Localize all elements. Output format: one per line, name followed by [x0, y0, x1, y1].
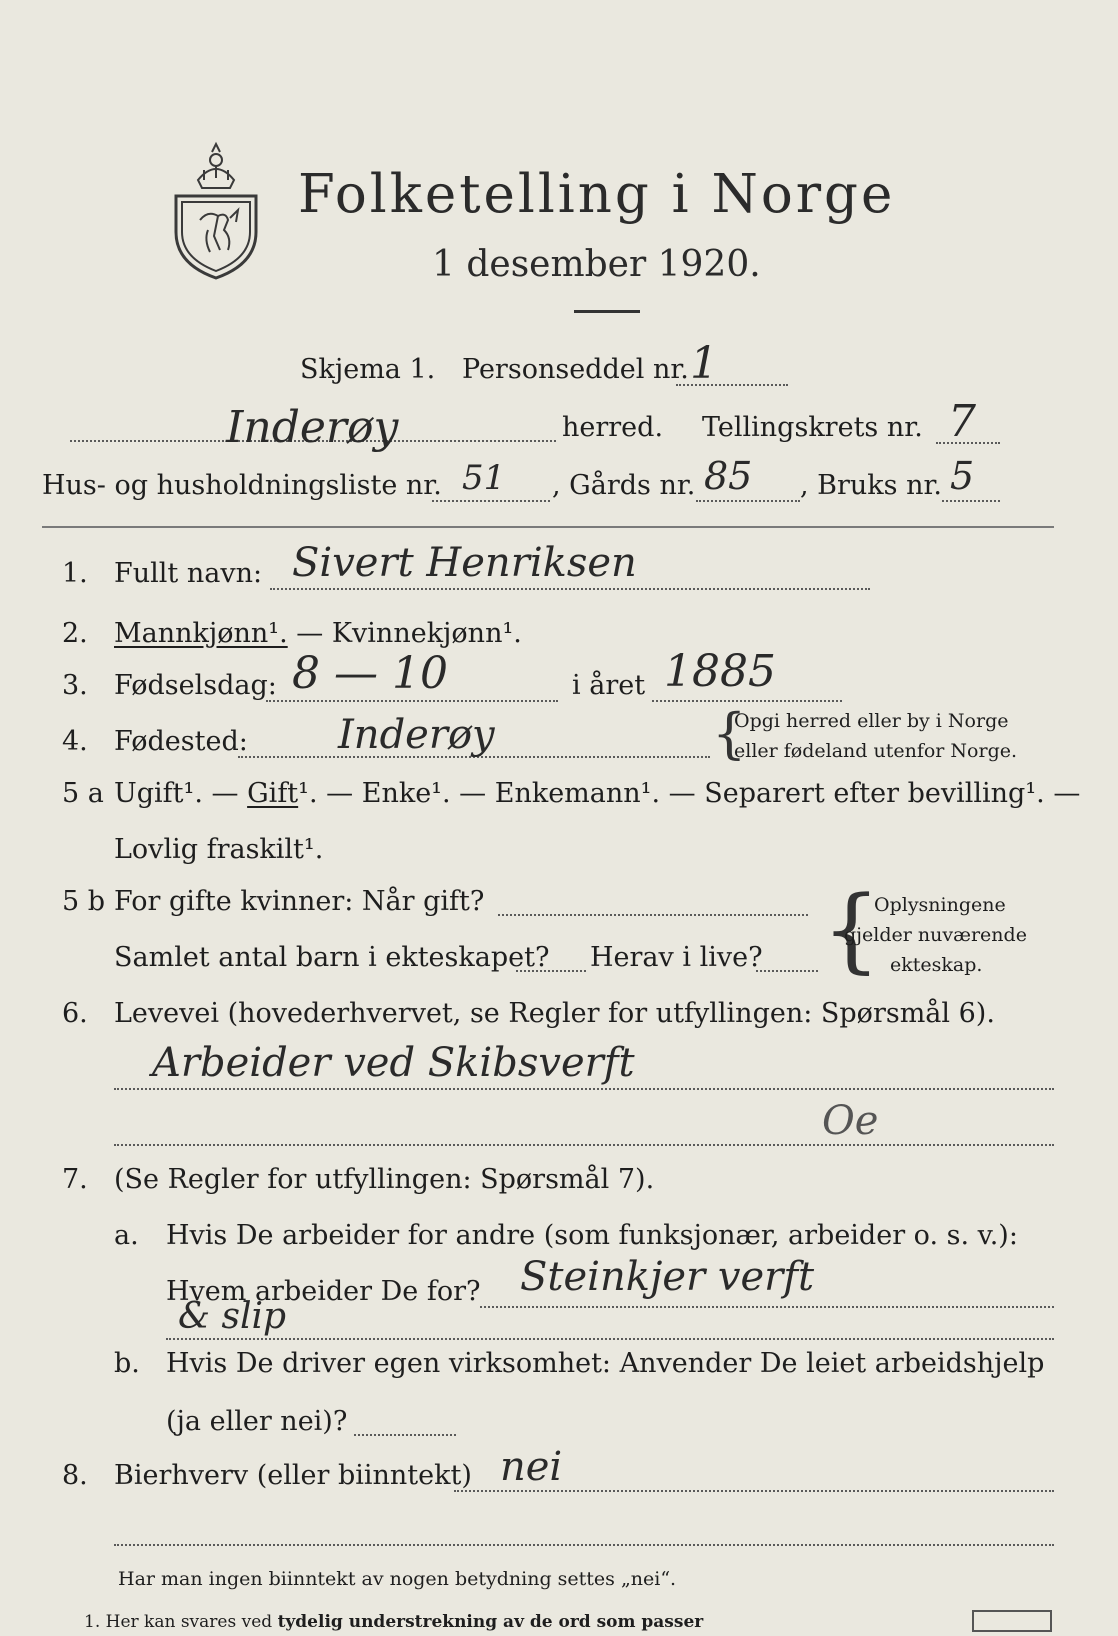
footnote-bold: tydelig understrekning av de ord som passer: [277, 1612, 704, 1632]
alive-line: [756, 970, 818, 972]
bruks-value: 5: [950, 454, 975, 498]
footnote: [84, 1612, 703, 1632]
status-divorced: Lovlig fraskilt¹.: [114, 834, 324, 865]
birthplace-value: Inderøy: [338, 712, 495, 758]
hired-help-line: [354, 1434, 456, 1436]
birth-year-label: i året: [572, 670, 646, 701]
q7a-text: Hvis De arbeider for andre (som funksjonær, arbeider o. s. v.):: [166, 1220, 1018, 1251]
gards-label: , Gårds nr.: [552, 470, 696, 501]
header-divider: [42, 526, 1054, 528]
birthplace-note-1: Opgi herred eller by i Norge: [734, 710, 1009, 732]
q7a-question: Hvem arbeider De for?: [166, 1276, 481, 1307]
q8-number: 8.: [62, 1460, 88, 1491]
personseddel-label: Personseddel nr.: [462, 354, 689, 385]
herred-value: Inderøy: [226, 402, 399, 453]
census-date: 1 desember 1920.: [432, 244, 761, 285]
q7b-letter: b.: [114, 1348, 140, 1379]
q7-number: 7.: [62, 1164, 88, 1195]
gender-separator: —: [287, 618, 332, 649]
form-title: Folketelling i Norge: [298, 164, 896, 225]
q5b-label-married: For gifte kvinner: Når gift?: [114, 886, 485, 917]
gards-value: 85: [704, 454, 753, 498]
occupation-value: Arbeider ved Skibsverft: [152, 1040, 635, 1086]
birthday-line: [266, 700, 558, 702]
q6-number: 6.: [62, 998, 88, 1029]
q5a-number: 5 a: [62, 778, 104, 809]
title-rule: [574, 310, 640, 313]
birth-year-value: 1885: [664, 646, 776, 697]
q3-label: Fødselsdag:: [114, 670, 277, 701]
q2-number: 2.: [62, 618, 88, 649]
marital-status-line: Ugift¹. — Gift¹. — Enke¹. — Enkemann¹. — Separert efter bevilling¹. —: [114, 778, 1081, 809]
occupation-code-mark: Oe: [822, 1098, 879, 1144]
q7b-text-2: (ja eller nei)?: [166, 1406, 348, 1437]
q7a-letter: a.: [114, 1220, 139, 1251]
gender-line: [114, 618, 522, 649]
footer-note: Har man ingen biinntekt av nogen betydning settes „nei“.: [118, 1568, 677, 1590]
bruks-line: [942, 500, 1000, 502]
q6-label: Levevei (hovederhvervet, se Regler for utfyllingen: Spørsmål 6).: [114, 998, 995, 1029]
personseddel-value: 1: [690, 338, 718, 389]
gender-male-option: Mannkjønn¹.: [114, 618, 288, 649]
q1-line: [270, 588, 870, 590]
birthday-value: 8 — 10: [292, 648, 448, 699]
skjema-label: Skjema 1.: [300, 354, 436, 385]
tellingskrets-label: Tellingskrets nr.: [702, 412, 923, 443]
q3-number: 3.: [62, 670, 88, 701]
q8-label: Bierhverv (eller biinntekt): [114, 1460, 472, 1491]
hus-label: Hus- og husholdningsliste nr.: [42, 470, 442, 501]
employer-value-1: Steinkjer verft: [520, 1254, 815, 1300]
married-date-line: [498, 914, 808, 916]
employer-line-1: [480, 1306, 1054, 1308]
employer-value-2: & slip: [178, 1296, 287, 1337]
q7b-text: Hvis De driver egen virksomhet: Anvender De leiet arbeidshjelp: [166, 1348, 1045, 1379]
hus-value: 51: [462, 458, 506, 498]
q4-number: 4.: [62, 726, 88, 757]
tellingskrets-value: 7: [948, 396, 976, 447]
status-married-sup: ¹.: [298, 778, 318, 809]
birthplace-note-brace: {: [712, 702, 747, 765]
q1-label: Fullt navn:: [114, 558, 263, 589]
status-other: — Enke¹. — Enkemann¹. — Separert efter bevilling¹. —: [326, 778, 1081, 809]
hus-line: [432, 500, 550, 502]
q1-number: 1.: [62, 558, 88, 589]
q5b-label-alive: Herav i live?: [590, 942, 763, 973]
side-income-line-2: [114, 1544, 1054, 1546]
herred-label: herred.: [562, 412, 664, 443]
q5b-label-children: Samlet antal barn i ekteskapet?: [114, 942, 550, 973]
side-income-value: nei: [500, 1444, 563, 1490]
status-married: Gift: [247, 778, 299, 809]
footnote-prefix: 1. Her kan svares ved: [84, 1612, 273, 1632]
q5b-note-3: ekteskap.: [890, 954, 983, 976]
side-income-line: [454, 1490, 1054, 1492]
q5b-number: 5 b: [62, 886, 106, 917]
children-line: [516, 970, 586, 972]
employer-line-2: [166, 1338, 1054, 1340]
full-name-value: Sivert Henriksen: [292, 540, 637, 586]
q5b-note-1: Oplysningene: [874, 894, 1006, 916]
q5b-note-2: gjelder nuværende: [844, 924, 1027, 946]
q5b-note-brace: {: [822, 876, 881, 983]
status-unmarried: Ugift¹.: [114, 778, 203, 809]
birthplace-note-2: eller fødeland utenfor Norge.: [734, 740, 1018, 762]
occupation-line-2: [114, 1144, 1054, 1146]
printer-stamp: [972, 1610, 1052, 1632]
gender-female-option: Kvinnekjønn¹.: [331, 618, 522, 649]
coat-of-arms-icon: [168, 140, 264, 282]
q4-label: Fødested:: [114, 726, 248, 757]
q7-label: (Se Regler for utfyllingen: Spørsmål 7).: [114, 1164, 655, 1195]
bruks-label: , Bruks nr.: [800, 470, 943, 501]
occupation-line-1: [114, 1088, 1054, 1090]
gards-line: [696, 500, 800, 502]
birth-year-line: [652, 700, 842, 702]
